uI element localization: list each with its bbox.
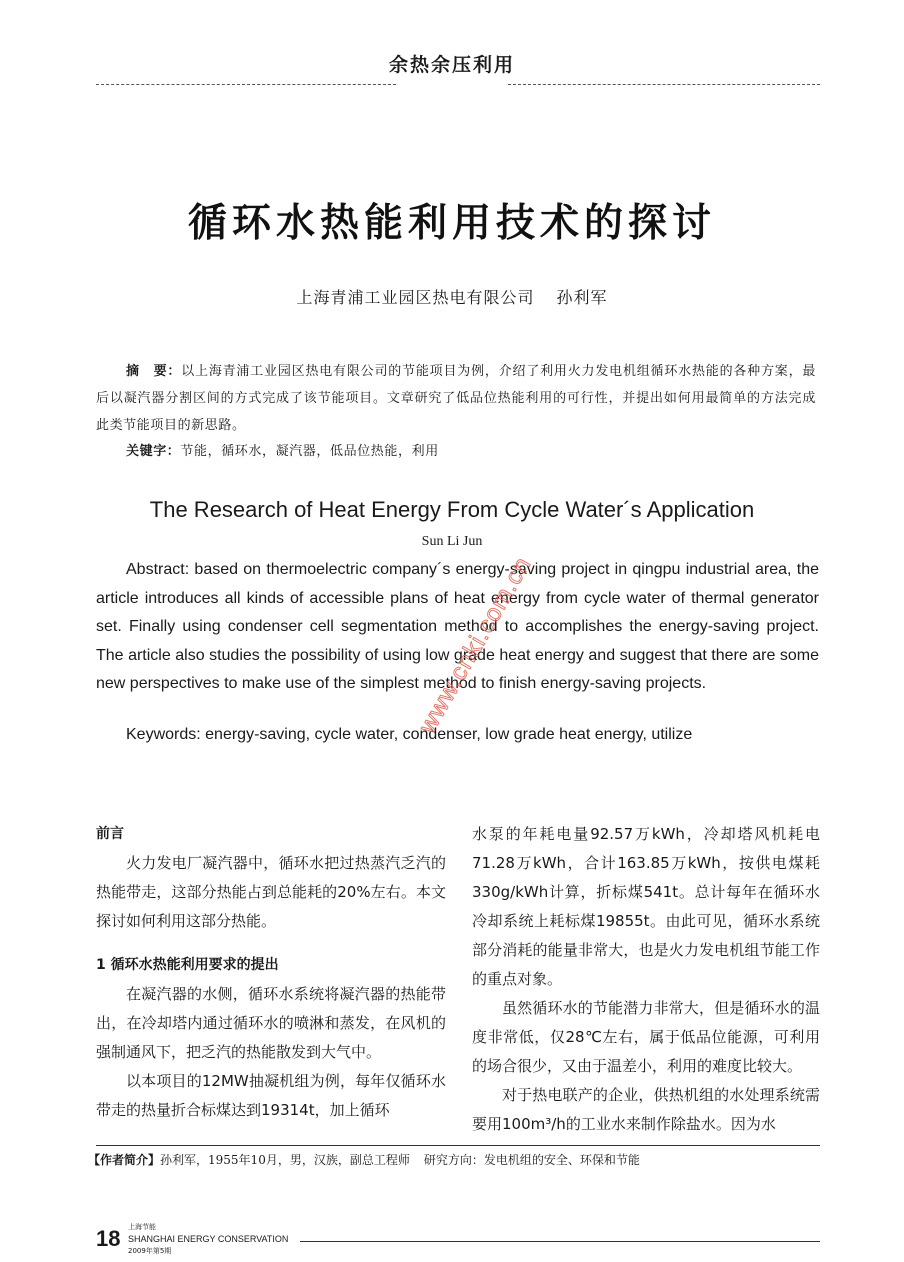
english-abstract-text: based on thermoelectric company´s energy-saving project in qingpu industrial area, the article introduces all kinds of accessible plans of heat energy from cycle water of thermal generator set. Finally using condenser cell segmentation method to accomplishes the energy-saving project. The article also studies the possibility of using low grade heat energy and suggest that there are some new perspectives to make use of the simplest method to finish energy-saving projects. [96,561,819,692]
page-number: 18 [96,1226,121,1251]
right-paragraph-3: 对于热电联产的企业，供热机组的水处理系统需要用100m³/h的工业水来制作除盐水。因为水 [472,1086,820,1133]
affiliation: 上海青浦工业园区热电有限公司 [296,288,535,307]
preface-paragraph: 火力发电厂凝汽器中，循环水把过热蒸汽乏汽的热能带走，这部分热能占到总能耗的20%左右。本文探讨如何利用这部分热能。 [96,854,446,930]
author-footnote [88,1151,640,1168]
english-author: Sun Li Jun [421,534,483,549]
right-paragraph-1: 水泵的年耗电量92.57万kWh，冷却塔风机耗电71.28万kWh，合计163.85万kWh，按供电煤耗330g/kWh计算，折标煤541t。总计每年在循环水冷却系统上耗标煤19855t。由此可见，循环水系统部分消耗的能量非常大，也是火力发电机组节能工作的重点对象。 [472,825,820,988]
chinese-keywords [126,440,439,459]
english-abstract-label: Abstract: [126,561,190,578]
section-1-heading: 1 循环水热能利用要求的提出 [96,957,279,973]
paper-title: 循环水热能利用技术的探讨 [187,201,716,246]
header-rule-left [96,84,396,85]
journal-name-cn: 上海节能 [128,1223,156,1231]
journal-name-en: SHANGHAI ENERGY CONSERVATION [128,1234,289,1244]
english-keywords-label: Keywords: [126,726,201,743]
header-rule-right [508,84,820,85]
keywords-text: 节能，循环水，凝汽器，低品位热能，利用 [180,444,439,459]
chinese-abstract [96,358,816,439]
author-name: 孙利军 [556,288,608,307]
body-column-right [472,820,820,1139]
watermark-text: www.cnki.com.cn [413,552,537,738]
english-abstract [96,556,819,699]
english-title: The Research of Heat Energy From Cycle Water´s Application [149,497,755,522]
byline [0,285,904,308]
body-column-left [96,820,446,1125]
section-1-paragraph-1: 在凝汽器的水侧，循环水系统将凝汽器的热能带出，在冷却塔内通过循环水的喷淋和蒸发，在风机的强制通风下，把乏汽的热能散发到大气中。 [96,985,446,1061]
journal-issue: 2009年第5期 [128,1247,172,1255]
footnote-bio: 孙利军，1955年10月，男，汉族，副总工程师 [160,1153,410,1167]
keywords-label: 关键字： [126,444,181,459]
right-paragraph-2: 虽然循环水的节能潜力非常大，但是循环水的温度非常低，仅28℃左右，属于低品位能源，可利用的场合很少，又由于温差小，利用的难度比较大。 [472,999,820,1075]
footer-rule [300,1241,820,1242]
abstract-text: 以上海青浦工业园区热电有限公司的节能项目为例，介绍了利用火力发电机组循环水热能的各种方案，最后以凝汽器分割区间的方式完成了该节能项目。文章研究了低品位热能利用的可行性，并提出如何用最简单的方法完成此类节能项目的新思路。 [96,364,816,433]
footnote-label: 【作者简介】 [88,1153,161,1167]
footnote-rule [96,1145,820,1146]
preface-heading: 前言 [96,826,124,842]
english-keywords-text: energy-saving, cycle water, condenser, low grade heat energy, utilize [205,726,693,743]
footnote-research: 研究方向：发电机组的安全、环保和节能 [423,1153,640,1167]
english-keywords [126,726,692,744]
section-label: 余热余压利用 [388,54,515,76]
abstract-label: 摘 要： [126,364,182,379]
section-1-paragraph-2: 以本项目的12MW抽凝机组为例，每年仅循环水带走的热量折合标煤达到19314t，加上循环 [96,1072,446,1119]
